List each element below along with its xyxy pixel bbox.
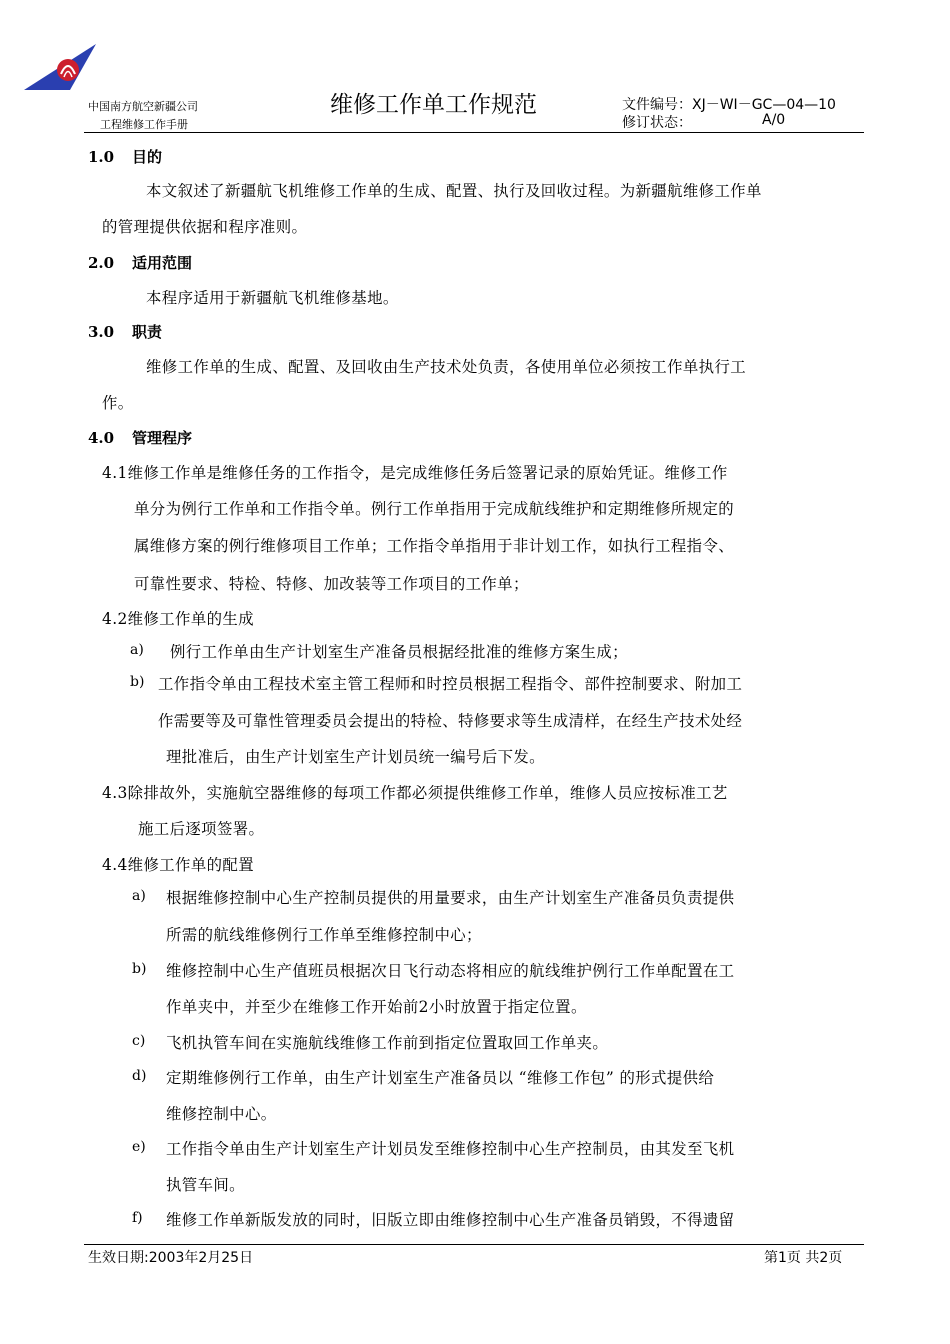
list-item-line: 根据维修控制中心生产控制员提供的用量要求，由生产计划室生产准备员负责提供 — [166, 889, 735, 907]
para-4-3-line: 4.3除排故外，实施航空器维修的每项工作都必须提供维修工作单，维修人员应按标准工艺 — [102, 784, 728, 802]
manual-name: 工程维修工作手册 — [100, 118, 188, 131]
page-title: 维修工作单工作规范 — [330, 92, 537, 118]
revision-label: 修订状态： — [622, 115, 692, 131]
para-4-1-line: 可靠性要求、特检、特修、加改装等工作项目的工作单； — [134, 575, 529, 593]
list-item-line: 工作指令单由工程技术室主管工程师和时控员根据工程指令、部件控制要求、附加工 — [158, 675, 743, 693]
china-southern-logo-icon — [24, 44, 96, 90]
list-item-line: 作需要等及可靠性管理委员会提出的特检、特修要求等生成清样，在经生产技术处经 — [158, 712, 743, 730]
company-name: 中国南方航空新疆公司 — [88, 100, 198, 113]
list-item-line: 飞机执管车间在实施航线维修工作前到指定位置取回工作单夹。 — [166, 1034, 609, 1052]
para-4-2-heading: 4.2维修工作单的生成 — [102, 610, 255, 628]
section-3-title: 职责 — [132, 323, 163, 341]
list-item-line: 理批准后，由生产计划室生产计划员统一编号后下发。 — [166, 748, 545, 766]
list-item-line: 工作指令单由生产计划室生产计划员发至维修控制中心生产控制员，由其发至飞机 — [166, 1140, 735, 1158]
section-4-number: 4.0 — [88, 429, 115, 447]
list-item-line: 例行工作单由生产计划室生产准备员根据经批准的维修方案生成； — [170, 643, 628, 661]
revision-value: A/0 — [762, 112, 786, 128]
section-2-heading — [88, 252, 192, 273]
section-3-line: 作。 — [102, 394, 134, 412]
list-item-line: 所需的航线维修例行工作单至维修控制中心； — [166, 926, 482, 944]
section-2-number: 2.0 — [88, 254, 115, 272]
section-3-heading — [88, 321, 162, 342]
item-marker: b) — [130, 674, 145, 690]
list-item-line: 维修控制中心。 — [166, 1105, 277, 1123]
document-number: 文件编号：XJ－WI－GC—04—10 — [622, 97, 836, 113]
section-1-line: 的管理提供依据和程序准则。 — [102, 218, 308, 236]
section-4-heading — [88, 427, 192, 448]
list-item-line: 执管车间。 — [166, 1176, 245, 1194]
item-marker: c) — [132, 1033, 146, 1049]
section-4-title: 管理程序 — [132, 429, 193, 447]
item-marker: d) — [132, 1068, 147, 1084]
item-marker: f) — [132, 1210, 143, 1226]
item-marker: a) — [132, 888, 146, 904]
list-item-line: 维修控制中心生产值班员根据次日飞行动态将相应的航线维护例行工作单配置在工 — [166, 962, 735, 980]
item-marker: e) — [132, 1139, 146, 1155]
section-1-line: 本文叙述了新疆航飞机维修工作单的生成、配置、执行及回收过程。为新疆航维修工作单 — [146, 182, 762, 200]
list-item-line: 维修工作单新版发放的同时，旧版立即由维修控制中心生产准备员销毁，不得遗留 — [166, 1211, 735, 1229]
section-3-line: 维修工作单的生成、配置、及回收由生产技术处负责，各使用单位必须按工作单执行工 — [146, 358, 747, 376]
para-4-1-line: 属维修方案的例行维修项目工作单；工作指令单指用于非计划工作，如执行工程指令、 — [134, 537, 735, 555]
effective-date: 生效日期:2003年2月25日 — [88, 1250, 254, 1266]
section-1-heading — [88, 146, 162, 167]
para-4-4-heading: 4.4维修工作单的配置 — [102, 856, 255, 874]
header-divider — [84, 132, 864, 133]
section-2-title: 适用范围 — [132, 254, 193, 272]
section-3-number: 3.0 — [88, 323, 115, 341]
list-item-line: 作单夹中，并至少在维修工作开始前2小时放置于指定位置。 — [166, 998, 587, 1016]
para-4-3-line: 施工后逐项签署。 — [138, 820, 265, 838]
footer-divider — [84, 1244, 864, 1245]
section-1-number: 1.0 — [88, 148, 115, 166]
para-4-1-line: 4.1维修工作单是维修任务的工作指令，是完成维修任务后签署记录的原始凭证。维修工作 — [102, 464, 728, 482]
para-4-1-line: 单分为例行工作单和工作指令单。例行工作单指用于完成航线维护和定期维修所规定的 — [134, 500, 735, 518]
list-item-line: 定期维修例行工作单，由生产计划室生产准备员以 “维修工作包” 的形式提供给 — [166, 1069, 715, 1087]
section-2-line: 本程序适用于新疆航飞机维修基地。 — [146, 289, 399, 307]
section-1-title: 目的 — [132, 148, 163, 166]
item-marker: a) — [130, 642, 144, 658]
item-marker: b) — [132, 961, 147, 977]
page-number: 第1页 共2页 — [764, 1250, 843, 1266]
